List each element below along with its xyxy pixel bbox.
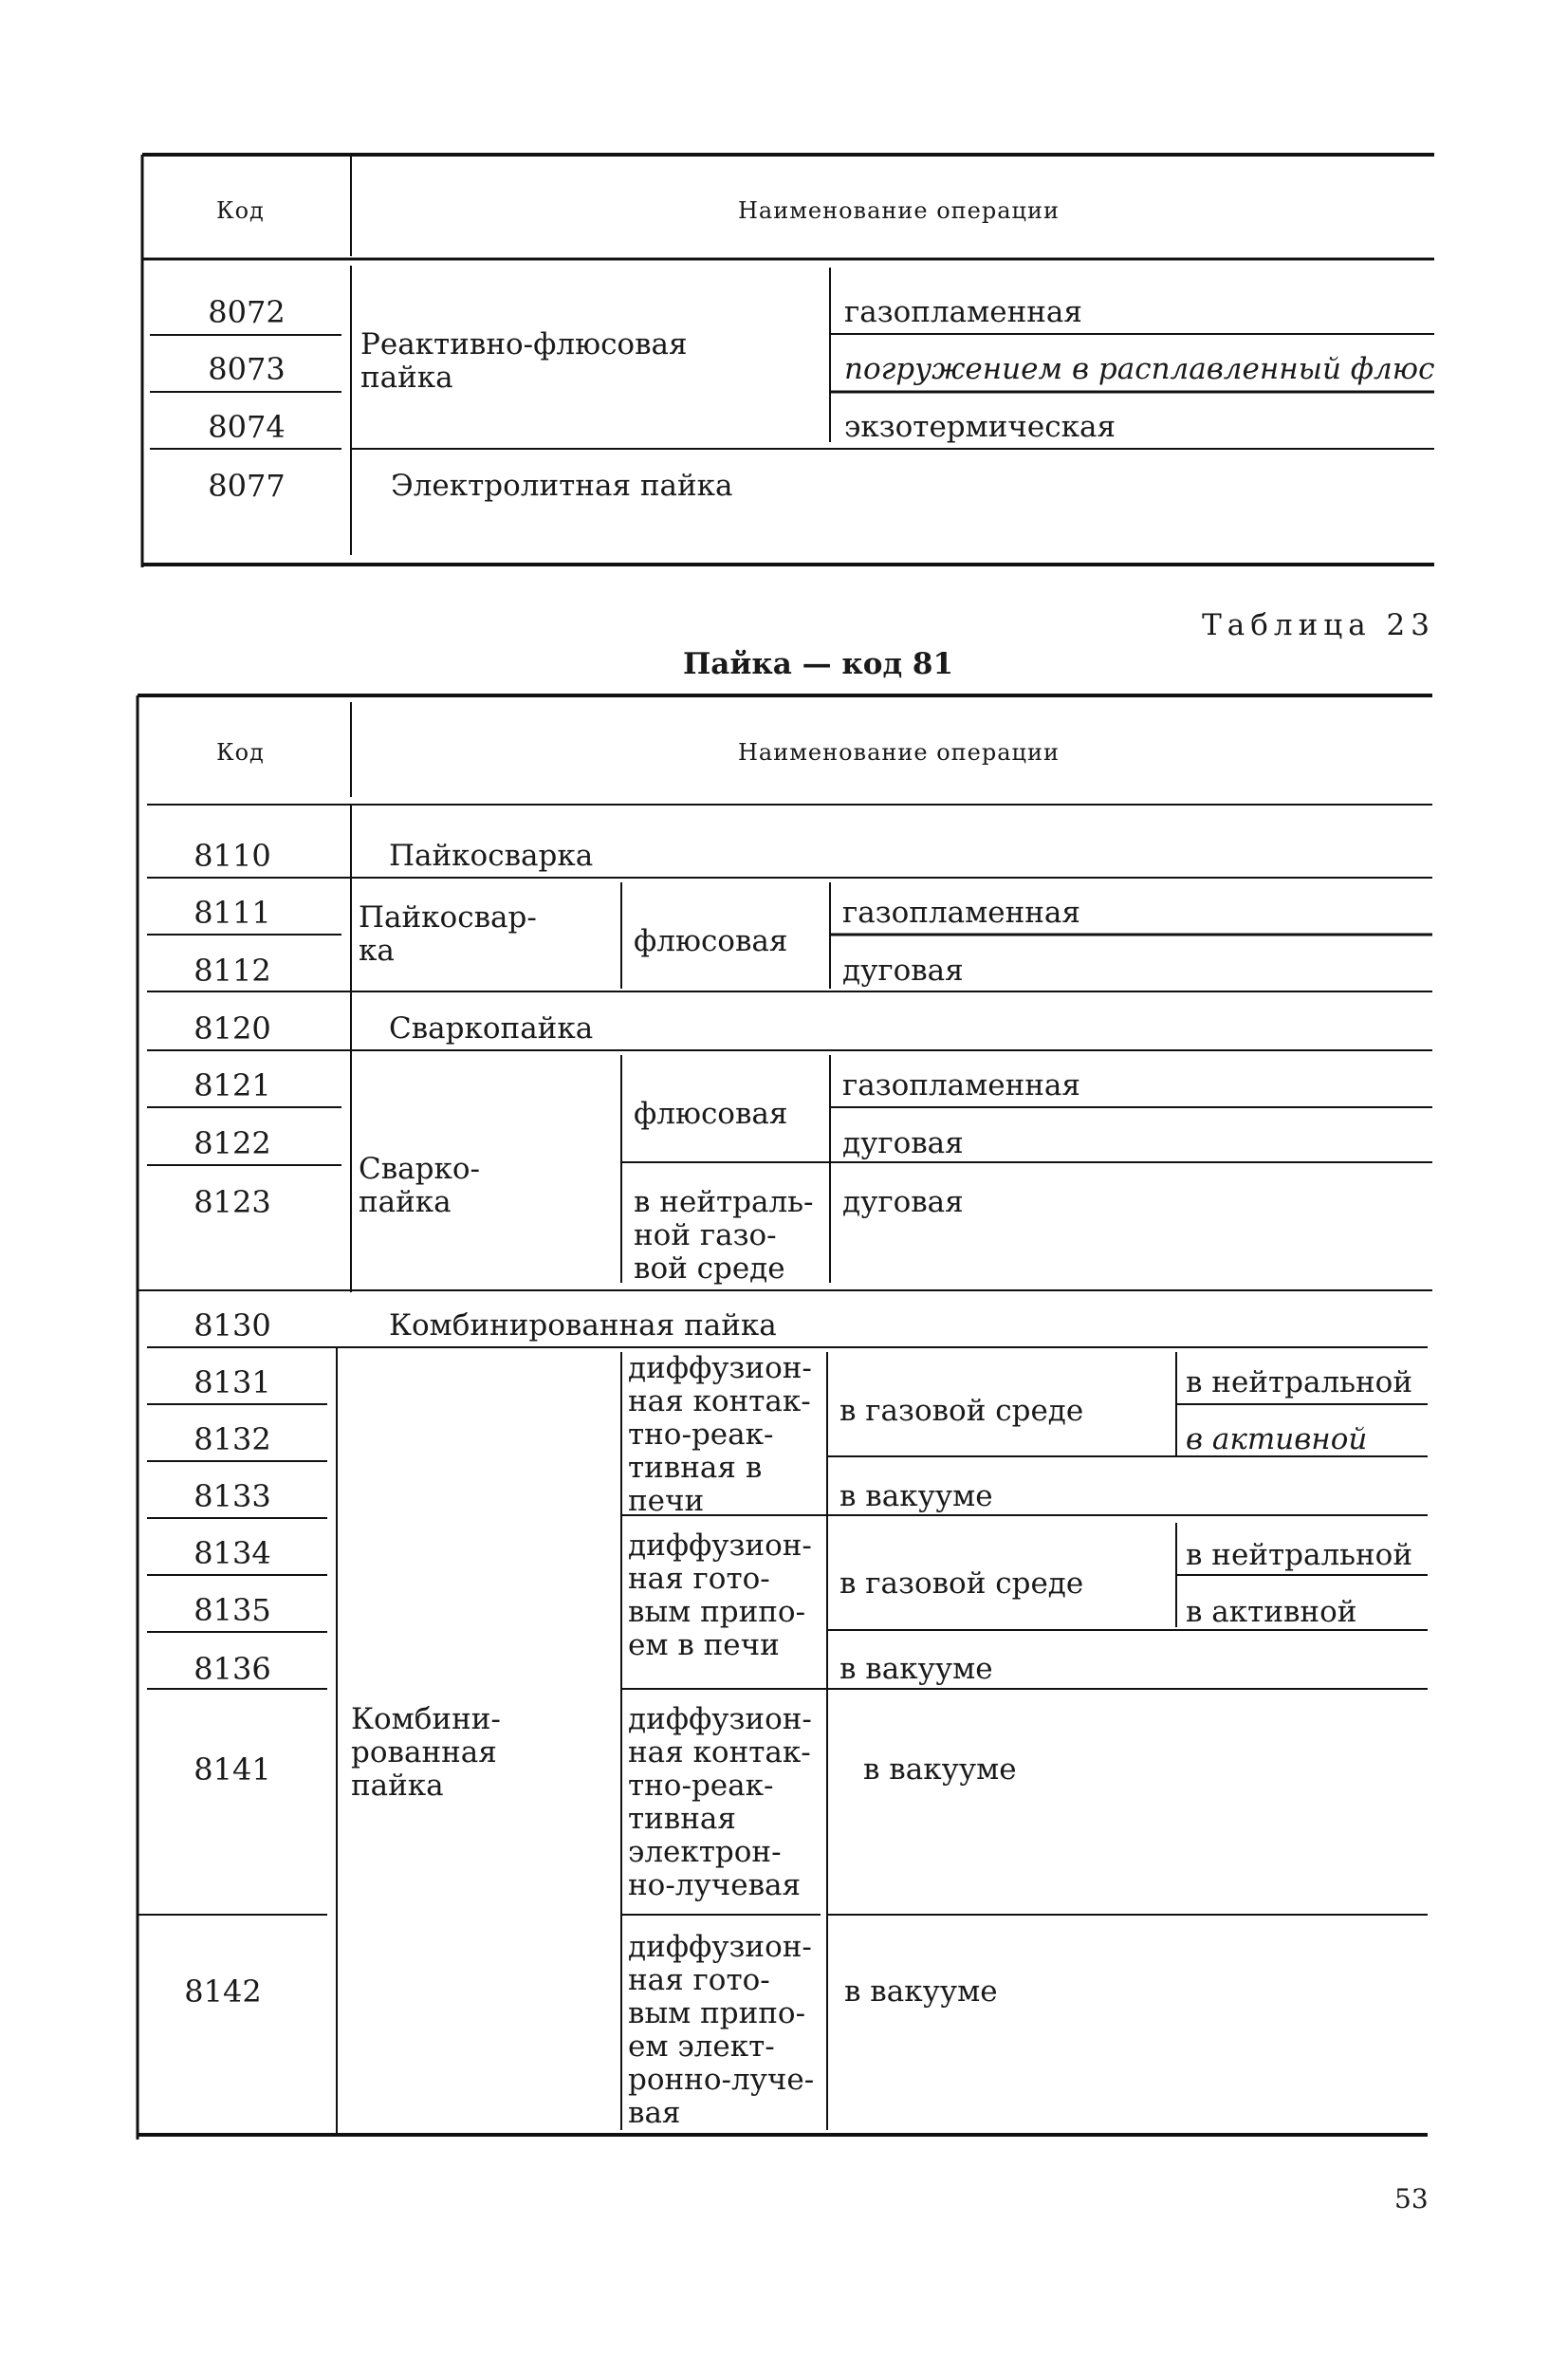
- table-title: Пайка — код 81: [683, 647, 954, 681]
- column-header-name: Наименование операции: [738, 739, 1060, 766]
- group-label: Сварко- пайка: [359, 1152, 481, 1219]
- method-cell: диффузион- ная контак- тно-реак- тивная в печи: [628, 1351, 812, 1518]
- group-label: Пайкосвар- ка: [359, 900, 537, 968]
- page-number: 53: [1394, 2183, 1429, 2214]
- table-label: Таблица 23: [1202, 608, 1435, 642]
- code-cell: 8072: [208, 294, 286, 330]
- method-cell: дуговая: [842, 954, 964, 988]
- code-cell: 8130: [194, 1307, 271, 1343]
- code-cell: 8131: [194, 1364, 271, 1400]
- environment-cell: в активной: [1186, 1595, 1357, 1629]
- code-cell: 8134: [194, 1535, 271, 1571]
- code-cell: 8141: [194, 1751, 271, 1788]
- code-cell: 8121: [194, 1067, 271, 1103]
- method-cell: диффузион- ная контак- тно-реак- тивная электрон- но-лучевая: [628, 1702, 812, 1902]
- environment-cell: в вакууме: [863, 1752, 1017, 1787]
- code-cell: 8112: [194, 953, 271, 989]
- method-cell: дуговая: [842, 1126, 964, 1160]
- code-cell: 8120: [194, 1010, 271, 1047]
- method-cell: флюсовая: [634, 924, 788, 958]
- environment-cell: в активной: [1186, 1422, 1368, 1456]
- operation-cell: Комбинированная пайка: [389, 1308, 777, 1343]
- environment-cell: в вакууме: [844, 1974, 998, 2009]
- method-cell: погружением в расплавленный флюс: [844, 352, 1435, 386]
- operation-cell: Пайкосварка: [389, 839, 594, 873]
- code-cell: 8110: [194, 838, 271, 874]
- code-cell: 8123: [194, 1184, 271, 1220]
- code-cell: 8136: [194, 1651, 271, 1687]
- code-cell: 8077: [208, 468, 286, 504]
- column-header-code: Код: [216, 739, 265, 766]
- column-header-code: Код: [216, 197, 265, 224]
- method-cell: дуговая: [842, 1185, 964, 1219]
- column-header-name: Наименование операции: [738, 197, 1060, 224]
- environment-cell: в вакууме: [839, 1652, 993, 1686]
- method-cell: в нейтраль- ной газо- вой среде: [634, 1185, 814, 1286]
- method-cell: газопламенная: [844, 295, 1082, 329]
- method-cell: газопламенная: [842, 896, 1080, 930]
- group-label: Комбини- рованная пайка: [351, 1702, 501, 1803]
- code-cell: 8122: [194, 1125, 271, 1161]
- method-cell: диффузион- ная гото- вым припо- ем в печи: [628, 1529, 812, 1662]
- method-cell: газопламенная: [842, 1068, 1080, 1102]
- code-cell: 8074: [208, 409, 286, 445]
- method-cell: диффузион- ная гото- вым припо- ем элект- ронно-луче- вая: [628, 1930, 815, 2130]
- environment-cell: в вакууме: [839, 1479, 993, 1513]
- code-cell: 8073: [208, 351, 286, 387]
- method-cell: экзотермическая: [844, 410, 1116, 444]
- operation-cell: Электролитная пайка: [391, 469, 733, 503]
- code-cell: 8111: [194, 895, 271, 931]
- environment-cell: в нейтральной: [1186, 1365, 1413, 1399]
- group-label: Реактивно-флюсовая пайка: [360, 327, 688, 395]
- operation-cell: Сваркопайка: [389, 1011, 594, 1046]
- code-cell: 8135: [194, 1592, 271, 1628]
- method-cell: флюсовая: [634, 1097, 788, 1131]
- environment-cell: в газовой среде: [839, 1566, 1084, 1601]
- code-cell: 8133: [194, 1478, 271, 1514]
- code-cell: 8142: [184, 1973, 262, 2010]
- environment-cell: в газовой среде: [839, 1394, 1084, 1428]
- code-cell: 8132: [194, 1421, 271, 1457]
- environment-cell: в нейтральной: [1186, 1538, 1413, 1572]
